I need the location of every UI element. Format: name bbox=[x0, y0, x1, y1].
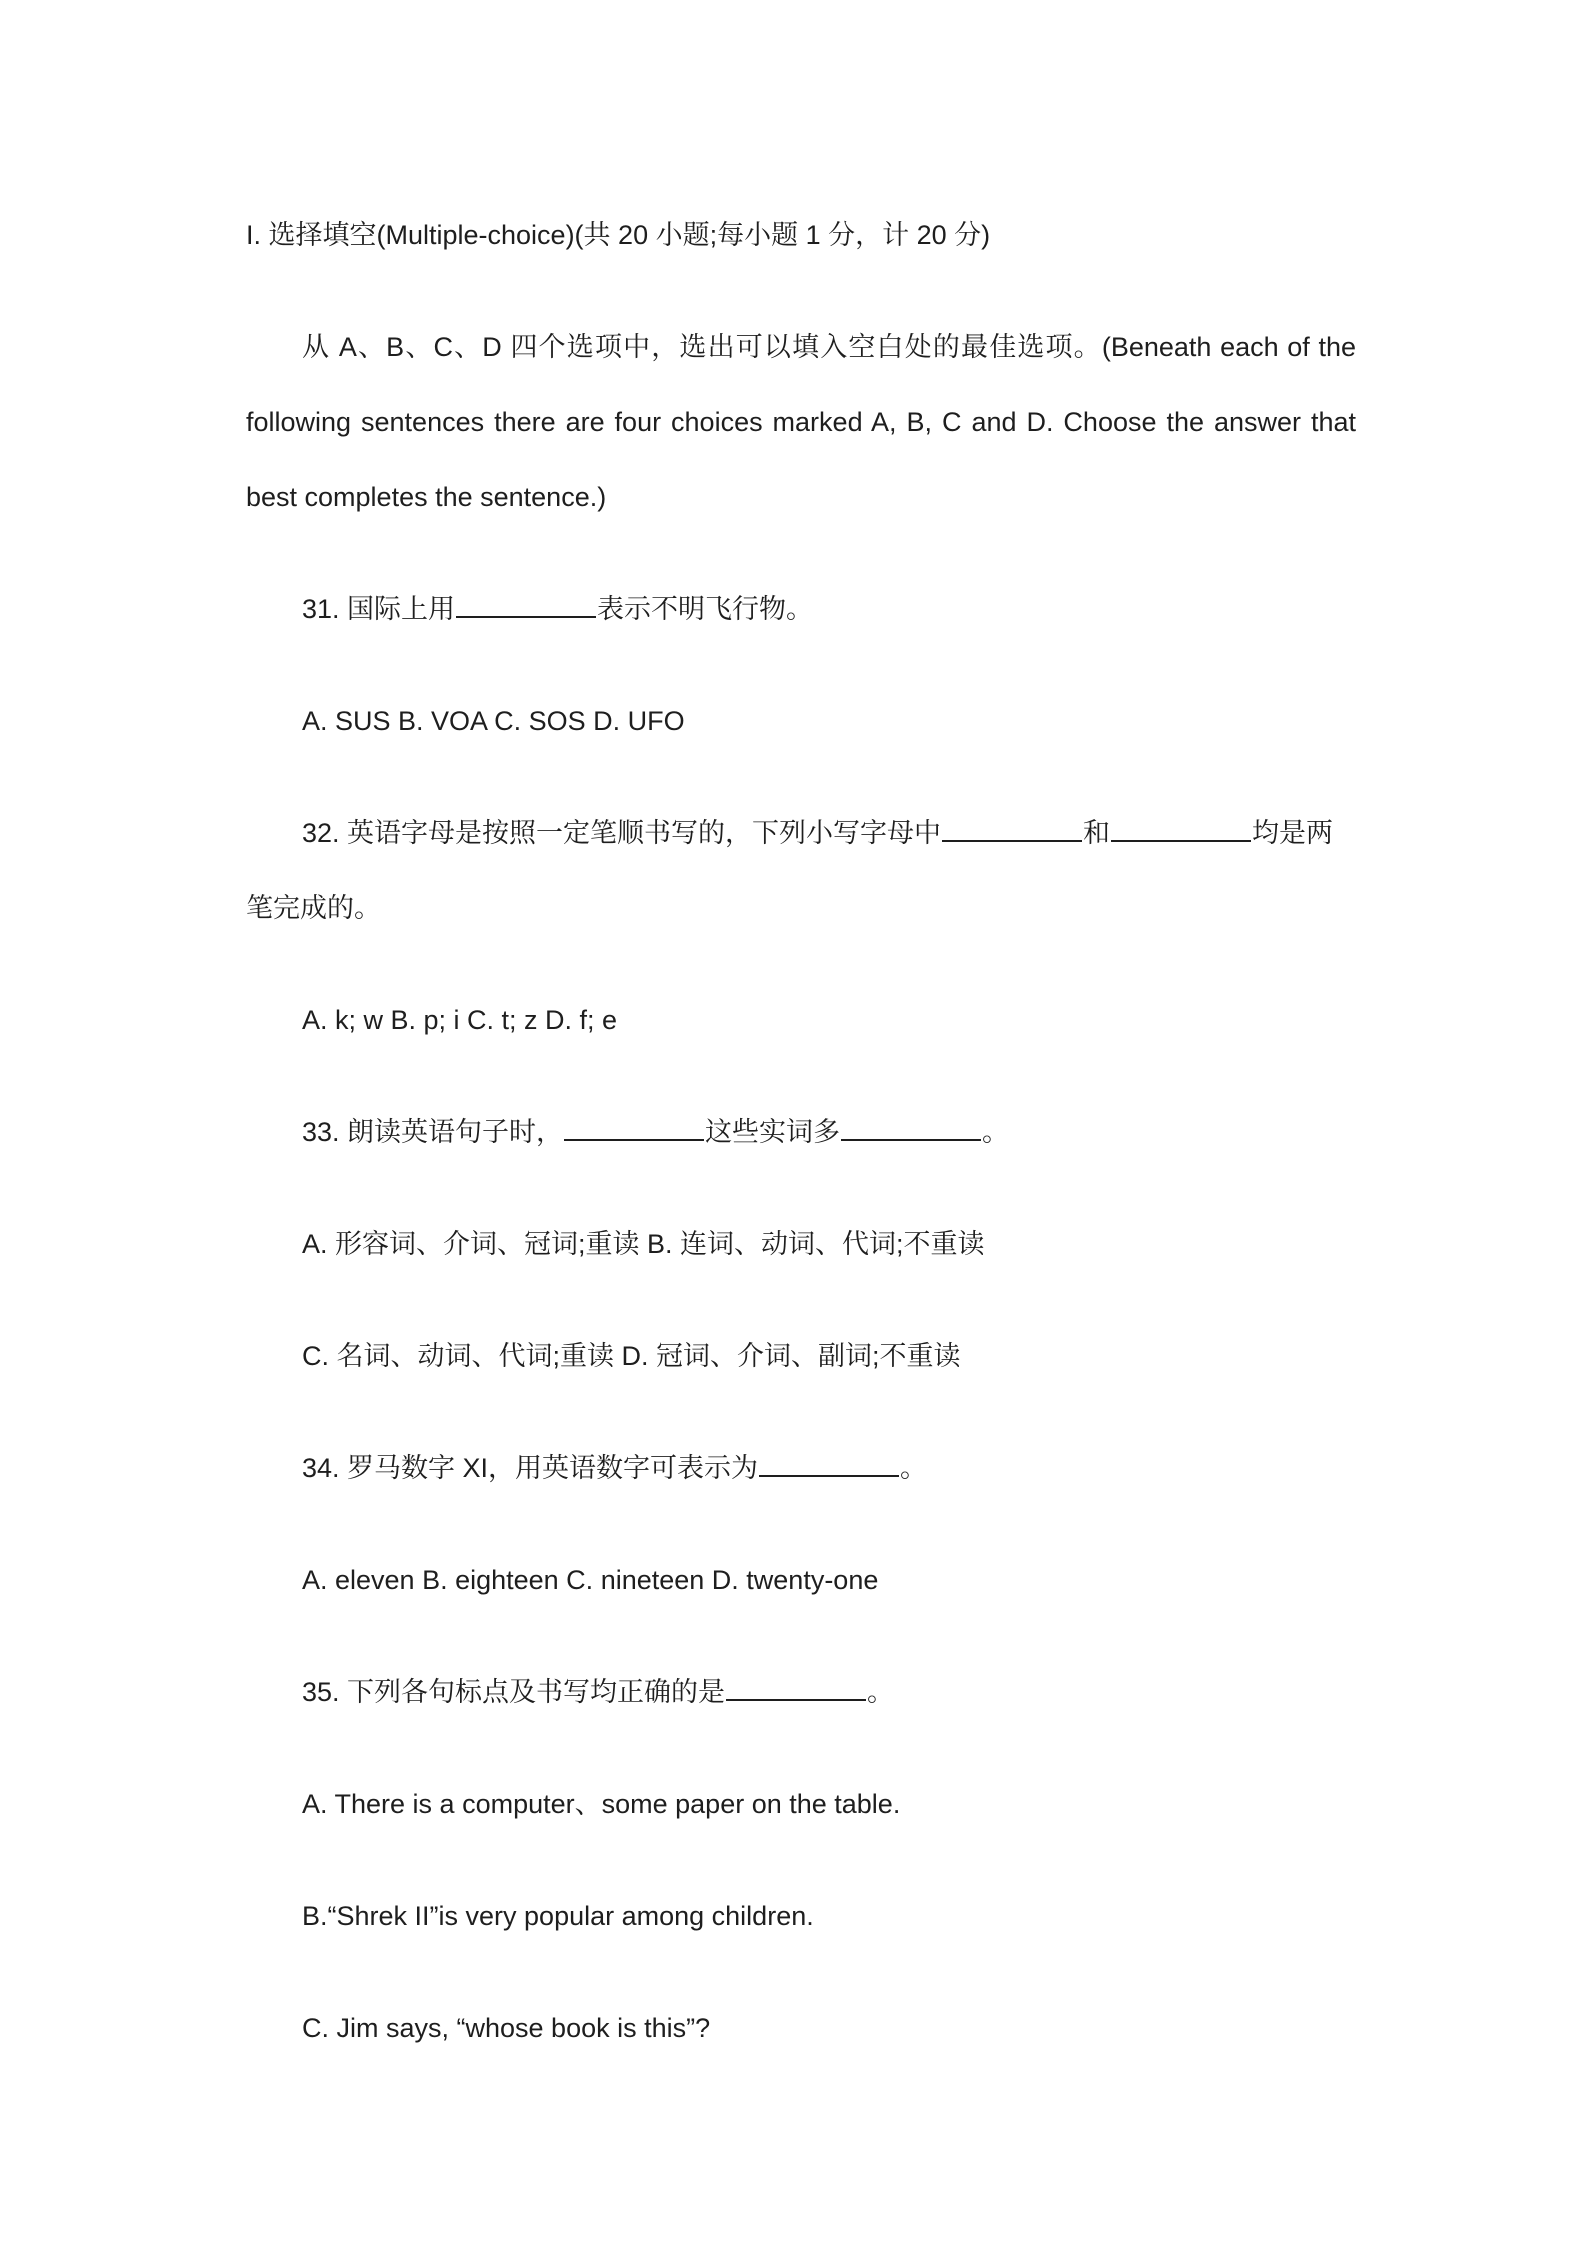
question-33-stem bbox=[302, 1115, 1009, 1149]
answer-blank bbox=[759, 1453, 899, 1477]
answer-blank bbox=[942, 818, 1082, 842]
answer-blank bbox=[726, 1677, 866, 1701]
question-33-text-start: 33. 朗读英语句子时， bbox=[302, 1117, 564, 1147]
question-34-text-end: 。 bbox=[900, 1453, 928, 1483]
question-34-stem bbox=[302, 1451, 927, 1485]
question-32-stem bbox=[302, 816, 1333, 850]
question-32-text-middle: 和 bbox=[1083, 818, 1111, 848]
question-34-text-start: 34. 罗马数字 XI，用英语数字可表示为 bbox=[302, 1453, 759, 1483]
answer-blank bbox=[1111, 818, 1251, 842]
question-31-text-start: 31. 国际上用 bbox=[302, 594, 456, 624]
question-34-options: A. eleven B. eighteen C. nineteen D. twenty-one bbox=[302, 1565, 879, 1595]
question-32-text-start: 32. 英语字母是按照一定笔顺书写的，下列小写字母中 bbox=[302, 818, 942, 848]
question-33-options-cd: C. 名词、动词、代词;重读 D. 冠词、介词、副词;不重读 bbox=[302, 1341, 961, 1371]
question-35-option-c: C. Jim says, “whose book is this”? bbox=[302, 2013, 711, 2043]
answer-blank bbox=[456, 594, 596, 618]
question-35-text-end: 。 bbox=[867, 1677, 895, 1707]
question-31-options: A. SUS B. VOA C. SOS D. UFO bbox=[302, 706, 685, 736]
question-32-options: A. k; w B. p; i C. t; z D. f; e bbox=[302, 1005, 618, 1035]
section-title: I. 选择填空(Multiple-choice)(共 20 小题;每小题 1 分，计 20 分) bbox=[246, 220, 991, 250]
section-instructions: 从 A、B、C、D 四个选项中，选出可以填入空白处的最佳选项。(Beneath each of the following sentences there are four choices marked A, B, C and D. Choose the answer that best completes the sentence.) bbox=[246, 332, 1356, 512]
question-33-text-middle: 这些实词多 bbox=[705, 1117, 841, 1147]
question-32-stem-continued: 笔完成的。 bbox=[246, 893, 381, 923]
question-35-stem bbox=[302, 1675, 894, 1709]
question-33-text-end: 。 bbox=[982, 1117, 1010, 1147]
question-35-option-a: A. There is a computer、some paper on the table. bbox=[302, 1789, 901, 1819]
question-31-stem bbox=[302, 592, 813, 626]
question-35-text-start: 35. 下列各句标点及书写均正确的是 bbox=[302, 1677, 726, 1707]
answer-blank bbox=[841, 1117, 981, 1141]
question-33-options-ab: A. 形容词、介词、冠词;重读 B. 连词、动词、代词;不重读 bbox=[302, 1229, 985, 1259]
question-32-text-end: 均是两 bbox=[1252, 818, 1334, 848]
question-31-text-end: 表示不明飞行物。 bbox=[597, 594, 814, 624]
answer-blank bbox=[564, 1117, 704, 1141]
question-35-option-b: B.“Shrek II”is very popular among children. bbox=[302, 1901, 814, 1931]
